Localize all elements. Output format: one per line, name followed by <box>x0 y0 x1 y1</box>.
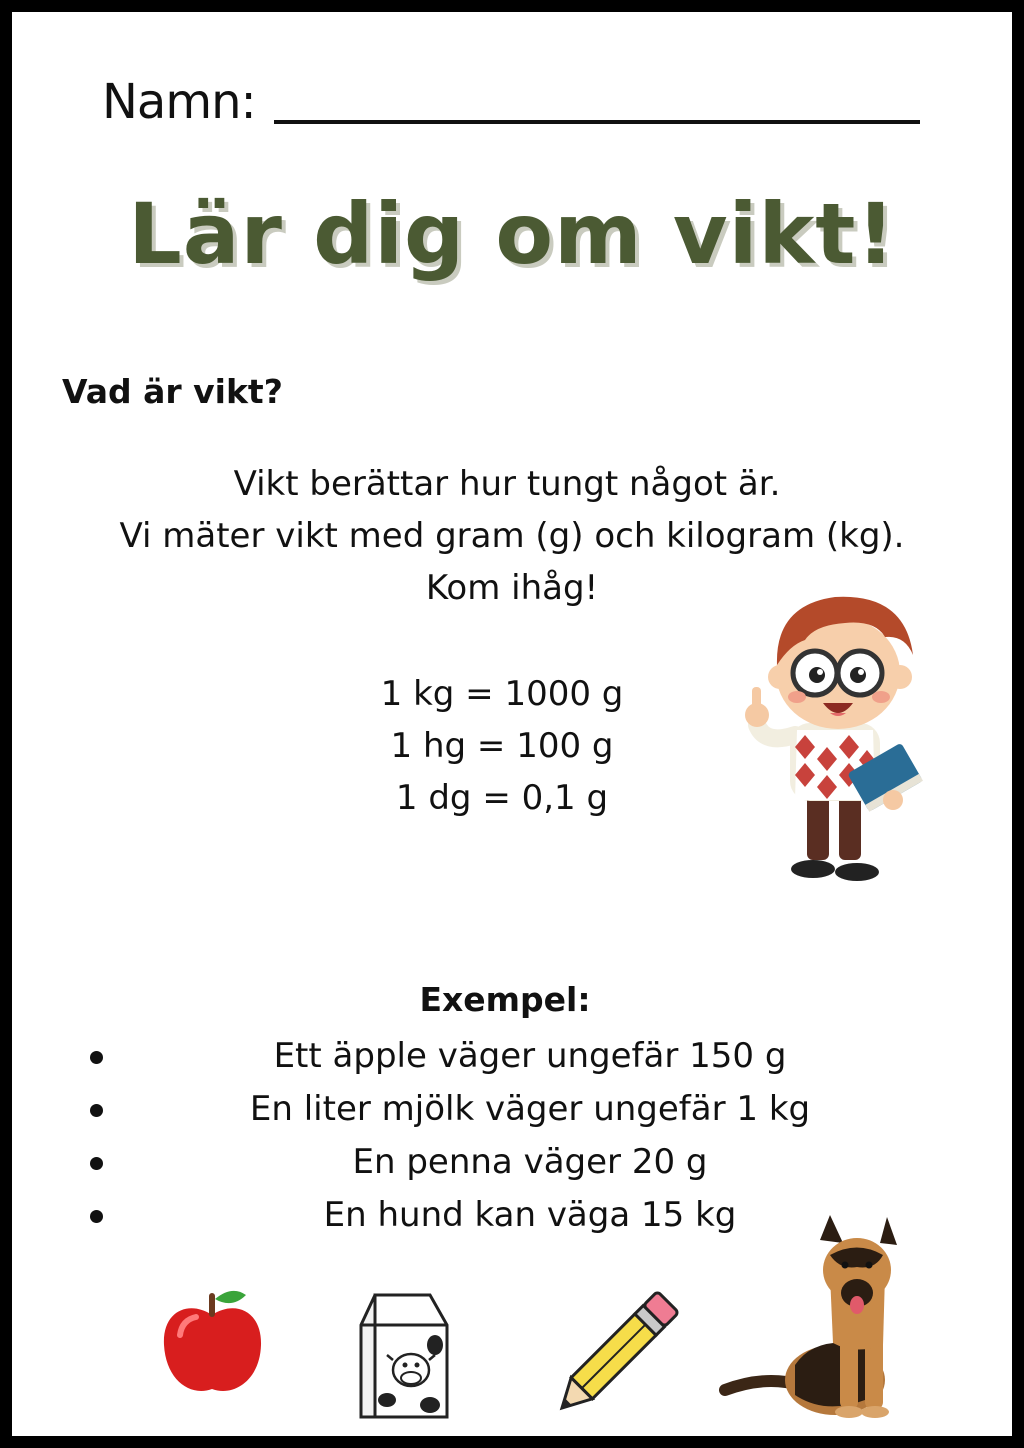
examples-heading: Exempel: <box>419 980 591 1019</box>
unit-line: 1 hg = 100 g <box>390 726 614 766</box>
bullet-icon <box>90 1157 103 1170</box>
bullet-icon <box>90 1210 103 1223</box>
intro-line: Vi mäter vikt med gram (g) och kilogram (kg). <box>119 516 905 556</box>
list-item <box>80 1030 980 1083</box>
example-text: En liter mjölk väger ungefär 1 kg <box>249 1089 811 1129</box>
list-item <box>80 1136 980 1189</box>
section-heading: Vad är vikt? <box>62 372 283 411</box>
apple-icon <box>160 1285 265 1400</box>
example-text: Ett äpple väger ungefär 150 g <box>273 1036 787 1076</box>
milk-carton-icon <box>355 1285 455 1425</box>
example-text: En hund kan väga 15 kg <box>323 1195 737 1235</box>
bullet-icon <box>90 1051 103 1064</box>
name-field <box>102 70 256 130</box>
intro-line: Vikt berättar hur tungt något är. <box>233 464 781 504</box>
intro-line: Kom ihåg! <box>425 568 599 608</box>
pencil-icon <box>545 1285 685 1425</box>
bullet-icon <box>90 1104 103 1117</box>
dog-illustration <box>715 1215 900 1425</box>
unit-line: 1 dg = 0,1 g <box>395 778 609 818</box>
name-label: Namn: <box>102 74 256 130</box>
name-write-line[interactable] <box>274 120 920 124</box>
example-text: En penna väger 20 g <box>352 1142 708 1182</box>
boy-illustration <box>735 585 930 885</box>
unit-line: 1 kg = 1000 g <box>380 674 624 714</box>
list-item <box>80 1083 980 1136</box>
examples-list <box>80 1030 980 1242</box>
page-title: Lär dig om vikt! <box>128 185 896 283</box>
